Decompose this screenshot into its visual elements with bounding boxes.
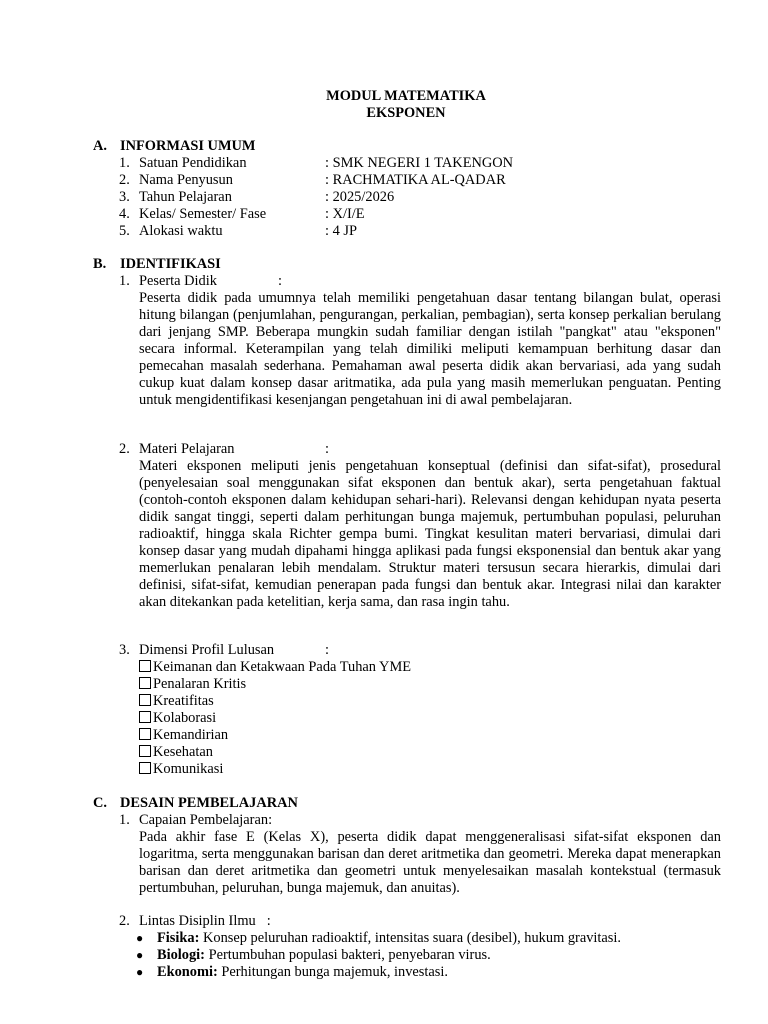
materi-pelajaran-row: 2. Materi Pelajaran : bbox=[119, 441, 329, 457]
item-colon: : bbox=[266, 913, 271, 929]
checkbox-icon[interactable] bbox=[139, 711, 151, 723]
info-label: Nama Penyusun bbox=[139, 172, 233, 188]
section-title: IDENTIFIKASI bbox=[120, 256, 221, 272]
checkbox-icon[interactable] bbox=[139, 762, 151, 774]
checkbox-icon[interactable] bbox=[139, 677, 151, 689]
info-row: 5. Alokasi waktu : 4 JP bbox=[119, 223, 357, 239]
info-label: Kelas/ Semester/ Fase bbox=[139, 206, 267, 222]
bullet-icon: ● bbox=[136, 965, 144, 979]
profile-option[interactable]: Kesehatan bbox=[139, 744, 213, 761]
section-a-heading bbox=[93, 138, 256, 155]
info-row: 2. Nama Penyusun : RACHMATIKA AL-QADAR bbox=[119, 172, 506, 188]
bullet-icon: ● bbox=[136, 948, 144, 962]
section-title: DESAIN PEMBELAJARAN bbox=[120, 795, 298, 811]
item-colon: : bbox=[325, 642, 329, 658]
section-letter: A. bbox=[93, 138, 107, 154]
profile-option[interactable]: Keimanan dan Ketakwaan Pada Tuhan YME bbox=[139, 659, 411, 676]
item-label: Peserta Didik bbox=[139, 273, 217, 289]
section-letter: B. bbox=[93, 256, 107, 272]
checkbox-icon[interactable] bbox=[139, 694, 151, 706]
info-label: Alokasi waktu bbox=[139, 223, 223, 239]
item-label: Lintas Disiplin Ilmu bbox=[139, 913, 256, 929]
info-value: : 2025/2026 bbox=[325, 189, 395, 205]
section-b-heading bbox=[93, 256, 221, 273]
info-row: 4. Kelas/ Semester/ Fase : X/I/E bbox=[119, 206, 365, 222]
list-item: ● Fisika: Konsep peluruhan radioaktif, intensitas suara (desibel), hukum gravitasi. bbox=[136, 930, 622, 946]
checkbox-icon[interactable] bbox=[139, 660, 151, 672]
bullet-icon: ● bbox=[136, 931, 144, 945]
materi-pelajaran-paragraph: Materi eksponen meliputi jenis pengetahuan konseptual (definisi dan sifat-sifat), prosedural (penyelesaian soal menggunakan sifat eksponen dan bentuk akar), serta pengetahuan faktual (contoh-contoh eksponen dalam kehidupan sehari-hari). Relevansi dengan kehidupan nyata peserta didik sangat tinggi, seperti dalam perhitungan bunga majemuk, pertumbuhan populasi, peluruhan radioaktif, hingga skala Richter gempa bumi. Tingkat kesulitan materi bervariasi, dimulai dari konsep dasar yang mudah dipahami hingga aplikasi pada fungsi eksponensial dan bentuk akar yang memerlukan penalaran lebih mendalam. Struktur materi tersusun secara hierarkis, dimulai dari definisi, sifat-sifat, kemudian penerapan pada fungsi dan bentuk akar. Integrasi nilai dan karakter akan ditekankan pada ketelitian, kerja sama, dan rasa ingin tahu. bbox=[139, 458, 721, 610]
checkbox-icon[interactable] bbox=[139, 728, 151, 740]
section-letter: C. bbox=[93, 795, 107, 811]
lintas-disiplin-row: 2. Lintas Disiplin Ilmu : bbox=[119, 913, 271, 929]
item-colon: : bbox=[325, 441, 329, 457]
section-c-heading bbox=[93, 795, 298, 812]
item-label: Capaian Pembelajaran bbox=[139, 812, 269, 828]
info-value: : 4 JP bbox=[325, 223, 357, 239]
profile-option[interactable]: Kreatifitas bbox=[139, 693, 214, 710]
info-label: Tahun Pelajaran bbox=[139, 189, 232, 205]
info-value: : X/I/E bbox=[325, 206, 365, 222]
title-line-1: MODUL MATEMATIKA bbox=[326, 88, 486, 104]
info-row: 1. Satuan Pendidikan : SMK NEGERI 1 TAKENGON bbox=[119, 155, 514, 171]
capaian-paragraph: Pada akhir fase E (Kelas X), peserta didik dapat menggeneralisasi sifat-sifat eksponen dan logaritma, serta menggunakan barisan dan deret aritmetika dan geometri. Mereka dapat menerapkan barisan dan deret aritmetika dan geometri untuk menyelesaikan masalah kontekstual (termasuk pertumbuhan, peluruhan, bunga majemuk, dan anuitas). bbox=[139, 829, 721, 896]
list-item: ● Biologi: Pertumbuhan populasi bakteri, penyebaran virus. bbox=[136, 947, 491, 963]
item-label: Materi Pelajaran bbox=[139, 441, 235, 457]
peserta-didik-paragraph: Peserta didik pada umumnya telah memiliki pengetahuan dasar tentang bilangan bulat, operasi hitung bilangan (penjumlahan, pengurangan, perkalian, pembagian), serta konsep perkalian berulang dari jenjang SMP. Beberapa mungkin sudah familiar dengan istilah "pangkat" atau "eksponen" secara informal. Keterampilan yang telah dimiliki meliputi kemampuan berhitung dasar dan pemecahan masalah sederhana. Pemahaman awal peserta didik akan bervariasi, ada yang sudah cukup kuat dalam konsep dasar aritmatika, ada pula yang masih memerlukan penguatan. Penting untuk mengidentifikasi kesenjangan pengetahuan ini di awal pembelajaran. bbox=[139, 290, 721, 408]
capaian-row: 1. Capaian Pembelajaran: bbox=[119, 812, 273, 828]
item-colon: : bbox=[268, 812, 273, 828]
profile-option[interactable]: Kemandirian bbox=[139, 727, 228, 744]
info-value: : SMK NEGERI 1 TAKENGON bbox=[325, 155, 514, 171]
title-line-2: EKSPONEN bbox=[366, 105, 446, 121]
profile-option[interactable]: Penalaran Kritis bbox=[139, 676, 246, 693]
info-row: 3. Tahun Pelajaran : 2025/2026 bbox=[119, 189, 395, 205]
peserta-didik-row: 1. Peserta Didik : bbox=[119, 273, 282, 289]
section-title: INFORMASI UMUM bbox=[120, 138, 256, 154]
profile-option[interactable]: Komunikasi bbox=[139, 761, 223, 778]
info-value: : RACHMATIKA AL-QADAR bbox=[325, 172, 506, 188]
dimensi-profil-row: 3. Dimensi Profil Lulusan : bbox=[119, 642, 329, 658]
list-item: ● Ekonomi: Perhitungan bunga majemuk, investasi. bbox=[136, 964, 448, 980]
document-title bbox=[0, 88, 768, 122]
info-label: Satuan Pendidikan bbox=[139, 155, 247, 171]
checkbox-icon[interactable] bbox=[139, 745, 151, 757]
profile-option[interactable]: Kolaborasi bbox=[139, 710, 216, 727]
item-colon: : bbox=[278, 273, 282, 289]
item-label: Dimensi Profil Lulusan bbox=[139, 642, 275, 658]
